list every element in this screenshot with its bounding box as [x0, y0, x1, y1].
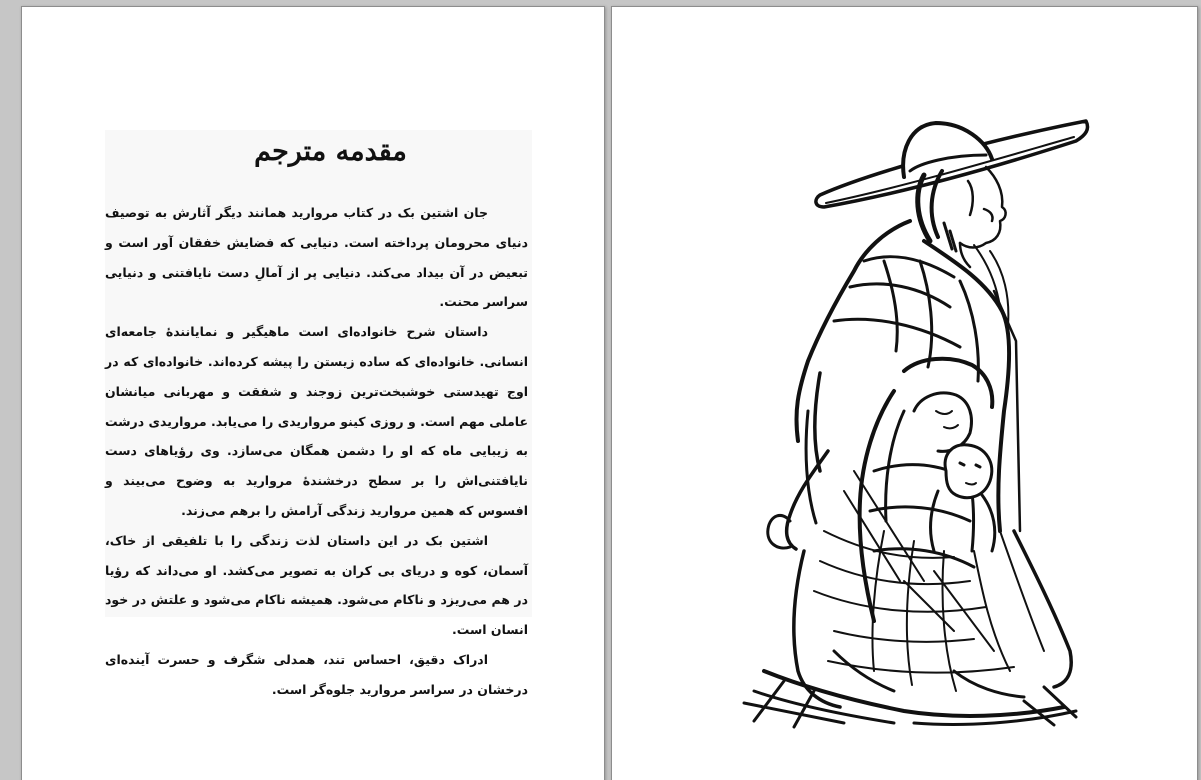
- paragraph-4: ادراک دقیق، احساس تند، همدلی شگرف و حسرت آینده‌ای درخشان در سراسر مروارید جلوه‌گر است.: [105, 651, 528, 697]
- translator-preface: [105, 130, 532, 697]
- man-body: [768, 221, 1020, 549]
- paragraph-3: اشتین بک در این داستان لذت زندگی را با تلفیقی از خاک، آسمان، کوه و دریای بی کران به تصویر می‌کشد. او می‌داند که رؤیا در هم می‌ریزد و ناکام می‌شود. همیشه ناکام می‌شود و علتش در خود انسان است.: [105, 532, 528, 638]
- page-right: [611, 6, 1198, 780]
- baby-figure: [931, 445, 995, 551]
- illustration-ink-drawing: [724, 111, 1094, 731]
- paragraph-1: جان اشتین بک در کتاب مروارید همانند دیگر آثارش به توصیف دنیای محرومان پرداخته است. دنیایی که فضایش خفقان آور است و تبعیض در آن بیداد می‌کند. دنیایی پر از آمالِ دست نایافتنی و دنیایی سراسر محنت.: [105, 205, 528, 310]
- ground-strokes: [744, 651, 1076, 727]
- sombrero-hat: [816, 121, 1088, 207]
- page-left: [21, 6, 605, 780]
- paragraph-2: داستان شرح خانواده‌ای است ماهیگیر و نمایانندهٔ جامعه‌ای انسانی. خانواده‌ای که ساده زیستن را پیشه کرده‌اند. خانواده‌ای که در اوج تهیدستی خوشبخت‌ترین زوجند و شفقت و مهربانی میانشان عاملی مهم است. و روزی کینو مرواریدی را می‌یابد. مرواریدی درشت به زیبایی ماه که او را دشمن همگان می‌سازد. وی رؤیاهای دست نایافتنی‌اش را بر سطح درخشندهٔ مروارید به وضوح می‌بیند و افسوس که همین مروارید زندگی آرامش را برهم می‌زند.: [105, 324, 528, 518]
- page-title: مقدمه مترجم: [254, 136, 407, 167]
